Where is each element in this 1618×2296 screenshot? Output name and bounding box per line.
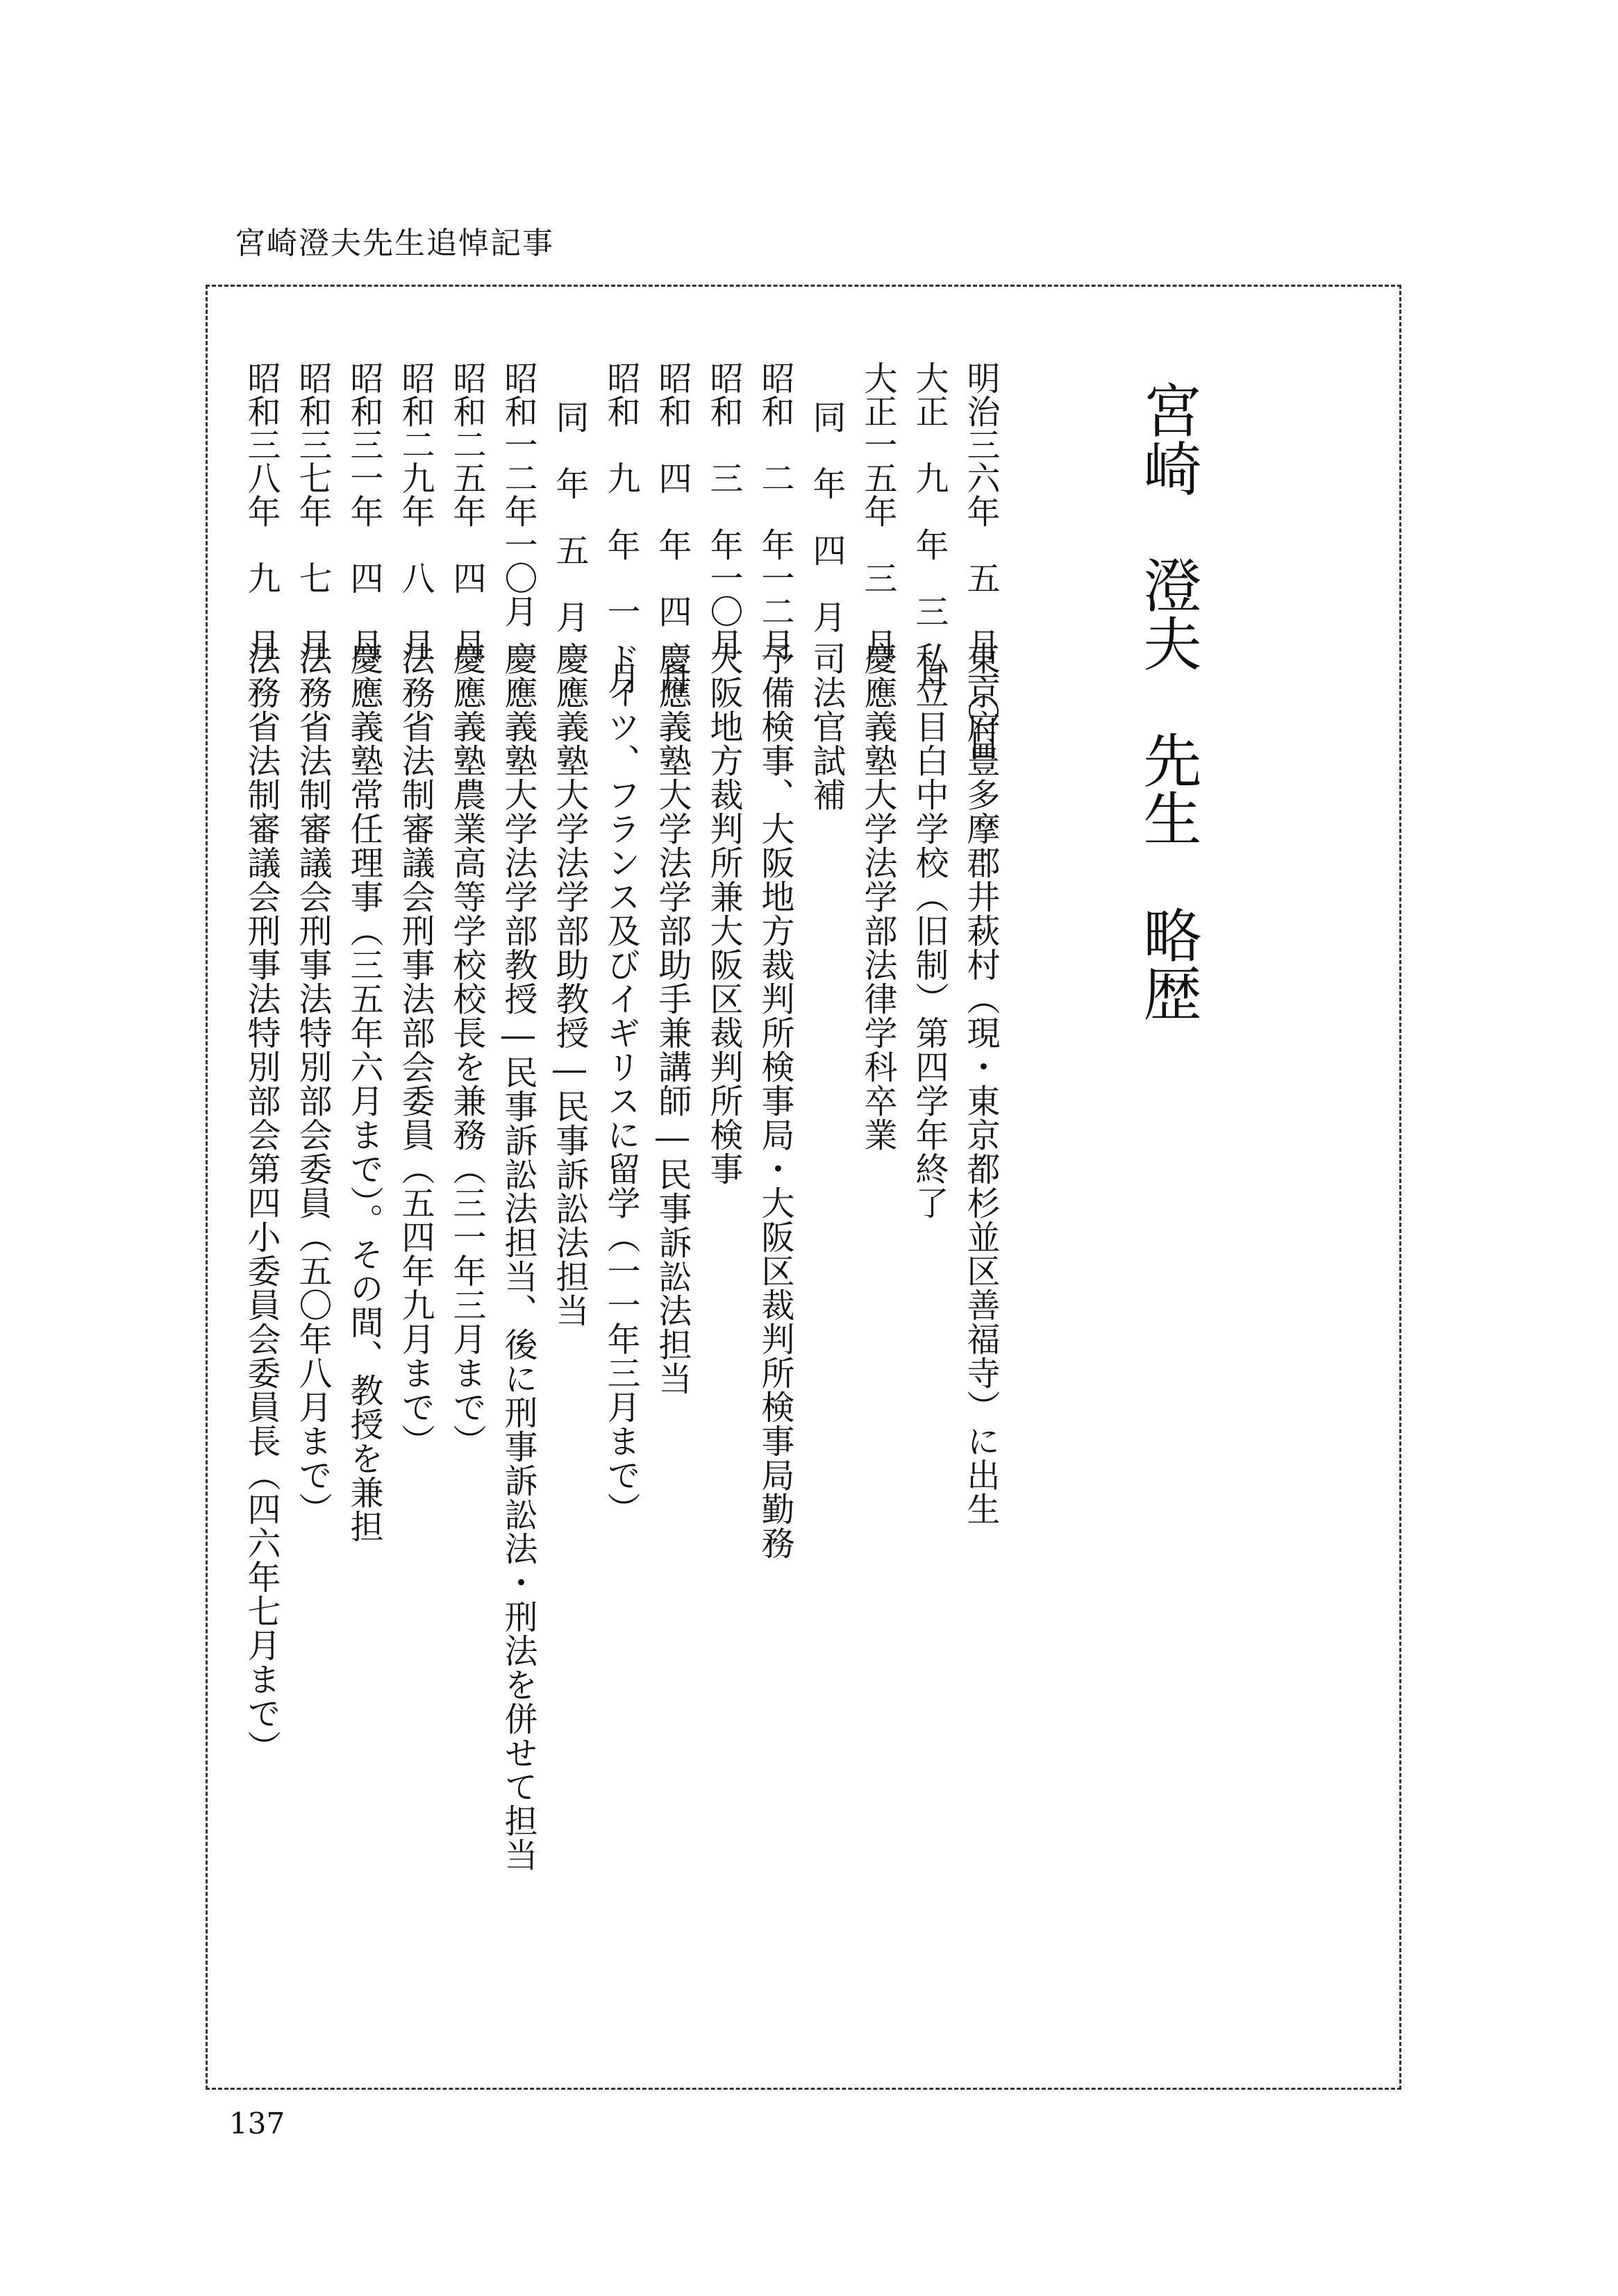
entry-event: 慶應義塾大学法学部法律学科卒業: [858, 642, 897, 1152]
entry-date: 昭和一二年一〇月: [499, 361, 537, 628]
entry-event: 法務省法制審議会刑事法部会委員（五四年九月まで）: [396, 642, 435, 1458]
entry-event: 法務省法制審議会刑事法特別部会委員（五〇年八月まで）: [293, 642, 332, 1526]
entry-date: 昭和二九年 八 月: [396, 361, 435, 661]
entry-8: [550, 361, 592, 2041]
entry-date: 明治三六年 五 月一〇日: [961, 361, 1000, 761]
entry-5: [704, 361, 746, 2041]
entry-date: 昭和三七年 七 月: [293, 361, 332, 661]
entry-event: ドイツ、フランス及びイギリスに留学（一一年三月まで）: [601, 642, 640, 1526]
entry-event: 法務省法制審議会刑事法特別部会第四小委員会委員長（四六年七月まで）: [242, 642, 281, 1764]
entry-date: 昭和三一年 四 月: [344, 361, 383, 661]
page-number: 137: [229, 2106, 285, 2140]
entry-2: [858, 361, 900, 2041]
entry-date: 昭和 二 年一二月: [756, 361, 794, 661]
entry-9: [501, 361, 540, 2041]
entry-7: [601, 361, 643, 2041]
entry-event: 慶應義塾大学法学部教授―民事訴訟法担当、後に刑事訴訟法・刑法を併せて担当: [499, 642, 537, 1872]
entry-event: 慶應義塾農業高等学校校長を兼務（三一年三月まで）: [447, 642, 486, 1458]
entry-date: 大正一五年 三 月: [858, 361, 897, 661]
entry-14: [244, 361, 283, 2041]
entry-date: 昭和 四 年 四 月: [653, 361, 692, 694]
entry-10: [447, 361, 489, 2041]
entry-6: [653, 361, 694, 2041]
entry-0: [961, 361, 1003, 2041]
entry-date: 昭和 九 年 一 月: [601, 361, 640, 694]
entry-3: [807, 361, 849, 2041]
entry-event: 東京府豊多摩郡井萩村（現・東京都杉並区善福寺）に出生: [961, 642, 1000, 1526]
running-header: 宮崎澄夫先生追悼記事: [235, 226, 554, 261]
entry-event: 慶應義塾大学法学部助教授―民事訴訟法担当: [550, 642, 589, 1327]
entry-date: 昭和二五年 四 月: [447, 361, 486, 661]
entry-date: 大正 九 年 三 月: [910, 361, 949, 694]
entry-event: 慶應義塾大学法学部助手兼講師―民事訴訟法担当: [653, 642, 692, 1396]
entry-event: 大阪地方裁判所兼大阪区裁判所検事: [704, 642, 743, 1186]
entry-event: 予備検事、大阪地方裁判所検事局・大阪区裁判所検事局勤務: [756, 642, 794, 1560]
entry-event: 司法官試補: [807, 642, 846, 812]
entry-13: [293, 361, 335, 2041]
entry-date: 同 年 五 月: [550, 400, 589, 633]
entry-1: [912, 361, 951, 2041]
entry-date: 昭和三八年 九 月: [242, 361, 281, 661]
biography-title: 宮崎 澄夫 先生 略歴: [1134, 380, 1202, 1022]
entry-date: 同 年 四 月: [807, 400, 846, 633]
entry-4: [758, 361, 797, 2041]
entry-event: 慶應義塾常任理事（三五年六月まで）。その間、教授を兼担: [344, 642, 383, 1543]
entry-event: 私立目白中学校（旧制）第四学年終了: [910, 642, 949, 1220]
entry-date: 昭和 三 年一〇月: [704, 361, 743, 661]
entry-12: [344, 361, 386, 2041]
entry-11: [396, 361, 437, 2041]
